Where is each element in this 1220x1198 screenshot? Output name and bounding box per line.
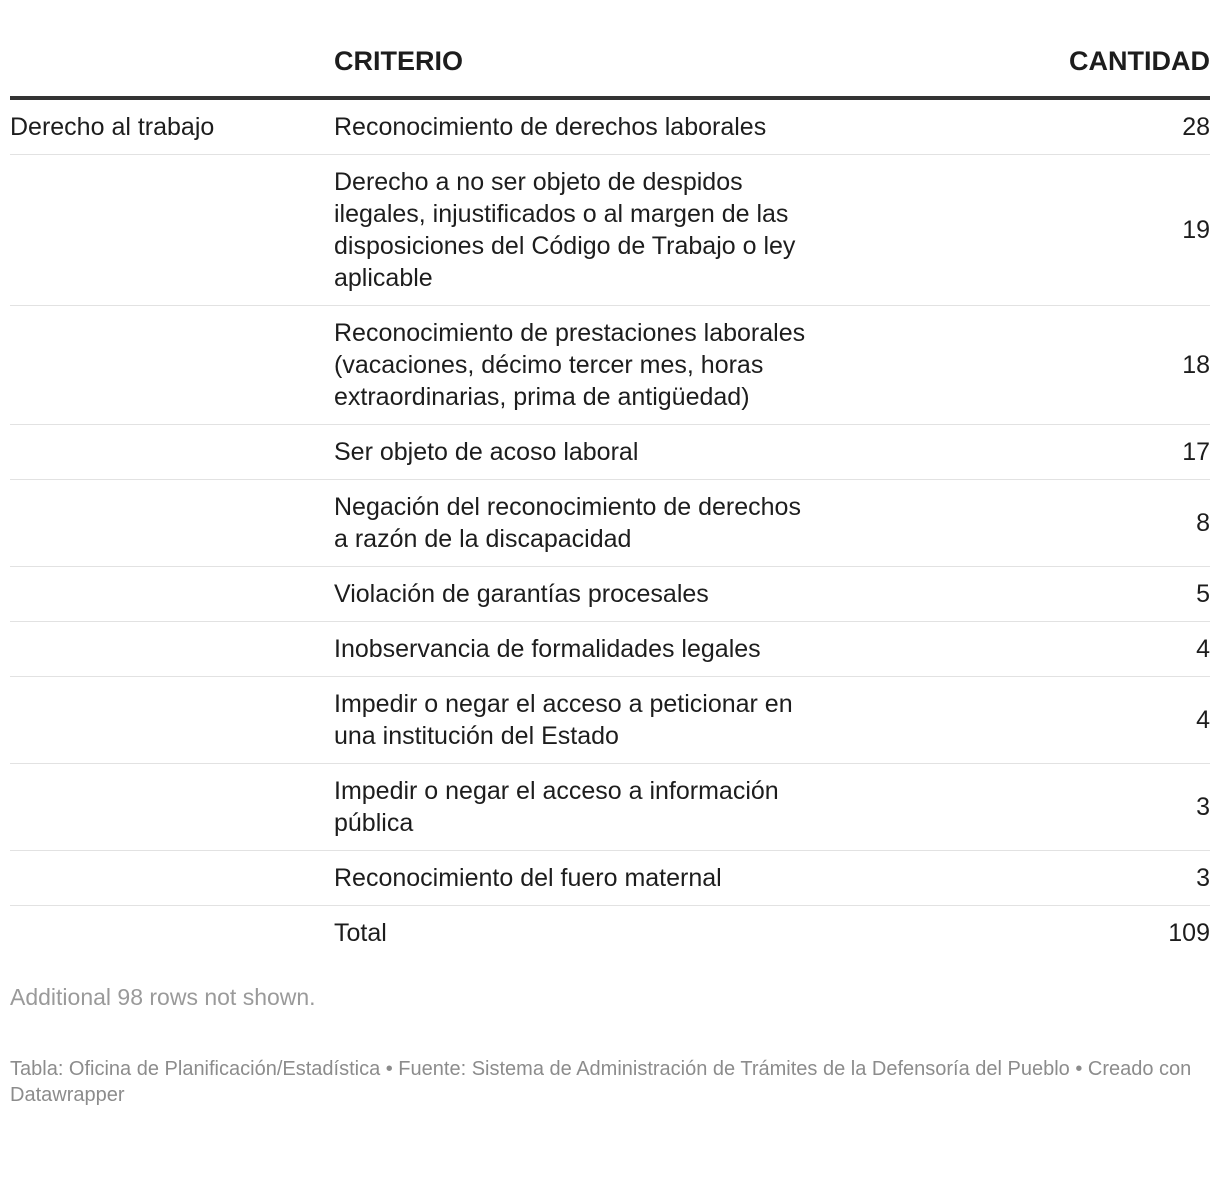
cell-cantidad: 19 (814, 155, 1210, 306)
cell-criterio (334, 155, 814, 306)
cell-group: Derecho al trabajo (10, 98, 334, 155)
table-row (10, 425, 1210, 480)
cell-group (10, 155, 334, 306)
cell-cantidad: 4 (814, 622, 1210, 677)
cell-group (10, 425, 334, 480)
table-row (10, 851, 1210, 906)
cell-cantidad: 8 (814, 480, 1210, 567)
cell-cantidad: 28 (814, 98, 1210, 155)
cell-criterio (334, 306, 814, 425)
criterio-text: Reconocimiento de prestaciones laborales (vacaciones, décimo tercer mes, horas extraordinarias, prima de antigüedad) (334, 319, 806, 411)
criterio-text: Ser objeto de acoso laboral (334, 438, 639, 466)
criterio-text: Impedir o negar el acceso a peticionar en una institución del Estado (334, 690, 793, 750)
cell-group (10, 764, 334, 851)
cell-criterio (334, 851, 814, 906)
table-notes: Additional 98 rows not shown. (10, 984, 316, 1010)
cell-group (10, 677, 334, 764)
table-row (10, 622, 1210, 677)
table-row (10, 155, 1210, 306)
cell-cantidad: 109 (1168, 919, 1210, 947)
cell-group (10, 622, 334, 677)
cell-group (10, 851, 334, 906)
table-row (10, 567, 1210, 622)
cell-cantidad: 18 (814, 306, 1210, 425)
cell-cantidad: 3 (814, 764, 1210, 851)
cell-criterio (334, 98, 814, 155)
criterio-text: Violación de garantías procesales (334, 580, 709, 608)
column-header-cantidad[interactable]: CANTIDAD (814, 44, 1210, 98)
column-header-group[interactable] (10, 44, 334, 98)
cell-criterio (334, 764, 814, 851)
criterio-text: Negación del reconocimiento de derechos a razón de la discapacidad (334, 493, 801, 553)
table-row (10, 906, 1210, 961)
cell-criterio (334, 425, 814, 480)
table-container (10, 0, 1210, 1108)
cell-group (10, 306, 334, 425)
source-footer: Tabla: Oficina de Planificación/Estadística • Fuente: Sistema de Administración de Trámites de la Defensoría del Pueblo • Creado con Datawrapper (10, 1058, 1192, 1106)
cell-criterio (334, 480, 814, 567)
criterio-text: Reconocimiento de derechos laborales (334, 113, 767, 141)
data-table (10, 44, 1210, 960)
header-row (10, 44, 1210, 98)
criterio-text: Total (334, 919, 387, 947)
cell-group (10, 480, 334, 567)
criterio-text: Inobservancia de formalidades legales (334, 635, 761, 663)
table-row (10, 306, 1210, 425)
cell-cantidad: 4 (814, 677, 1210, 764)
cell-group (10, 567, 334, 622)
cell-cantidad: 3 (814, 851, 1210, 906)
table-row (10, 677, 1210, 764)
cell-cantidad: 5 (814, 567, 1210, 622)
criterio-text: Reconocimiento del fuero maternal (334, 864, 722, 892)
table-row (10, 98, 1210, 155)
table-row (10, 480, 1210, 567)
column-header-criterio[interactable]: CRITERIO (334, 44, 814, 98)
cell-criterio (334, 906, 814, 961)
cell-group (10, 906, 334, 961)
cell-criterio (334, 677, 814, 764)
cell-cantidad: 17 (814, 425, 1210, 480)
criterio-text: Derecho a no ser objeto de despidos ilegales, injustificados o al margen de las disposiciones del Código de Trabajo o ley aplicable (334, 168, 796, 292)
table-header (10, 44, 1210, 98)
cell-criterio (334, 622, 814, 677)
cell-criterio (334, 567, 814, 622)
table-body (10, 98, 1210, 960)
table-row (10, 764, 1210, 851)
criterio-text: Impedir o negar el acceso a información pública (334, 777, 779, 837)
